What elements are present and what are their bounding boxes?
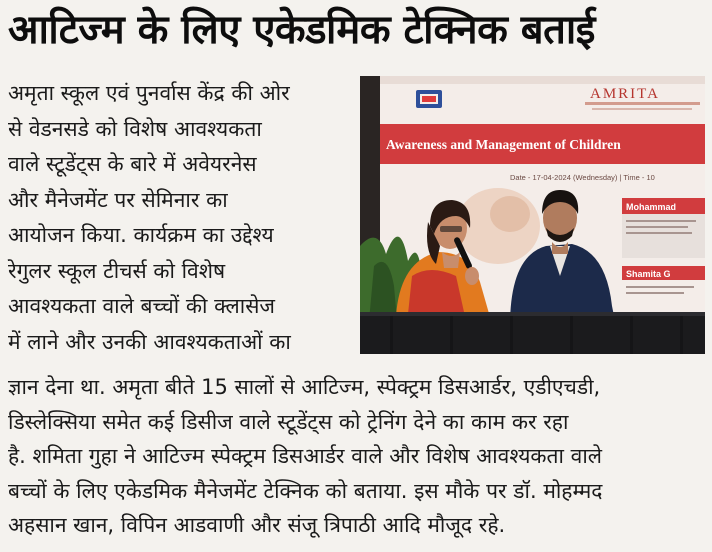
article-line: और मैनेजमेंट पर सेमिनार का xyxy=(8,187,228,212)
event-photo-illustration xyxy=(360,76,705,354)
article-line: अमृता स्कूल एवं पुनर्वास केंद्र की ओर xyxy=(8,81,290,105)
banner-title: Awareness and Management of Children xyxy=(386,137,621,152)
article-line: रेगुलर स्कूल टीचर्स को विशेष xyxy=(8,258,226,283)
banner-brand: AMRITA xyxy=(590,86,660,102)
speaker-name-2: Shamita G xyxy=(626,269,671,279)
article-line: ज्ञान देना था. अमृता बीते 15 सालों से आटिज्म, स्पेक्ट्रम डिसआर्डर, एडीएचडी, xyxy=(8,375,601,399)
article-line: आवश्यकता वाले बच्चों की क्लासेज xyxy=(8,294,275,318)
article-line: वाले स्टूडेंट्स के बारे में अवेयरनेस xyxy=(8,152,257,176)
article-line: में लाने और उनकी आवश्यकताओं का xyxy=(8,329,291,354)
article-line: आयोजन किया. कार्यक्रम का उद्देश्य xyxy=(8,223,274,247)
article-line: बच्चों के लिए एकेडमिक मैनेजमेंट टेक्निक को बताया. इस मौके पर डॉ. मोहम्मद xyxy=(8,478,603,503)
speaker-name-1: Mohammad xyxy=(626,202,677,212)
banner-date: Date - 17-04-2024 (Wednesday) | Time - 10 xyxy=(510,173,655,182)
headline: आटिज्म के लिए एकेडमिक टेक्निक बताई xyxy=(8,7,595,53)
article-line: अहसान खान, विपिन आडवाणी और संजू त्रिपाठी आदि मौजूद रहे. xyxy=(8,513,506,537)
article-column-text xyxy=(8,76,348,360)
table-cloth xyxy=(360,312,705,354)
event-photo xyxy=(360,76,705,354)
article-line: से वेडनसडे को विशेष आवश्यकता xyxy=(8,116,262,141)
article-full-width-text xyxy=(8,370,708,543)
article-line: है. शमिता गुहा ने आटिज्म स्पेक्ट्रम डिसआर्डर वाले और विशेष आवश्यकता वाले xyxy=(8,444,602,468)
article-line: डिस्लेक्सिया समेत कई डिसीज वाले स्टूडेंट्स को ट्रेनिंग देने का काम कर रहा xyxy=(8,409,569,434)
